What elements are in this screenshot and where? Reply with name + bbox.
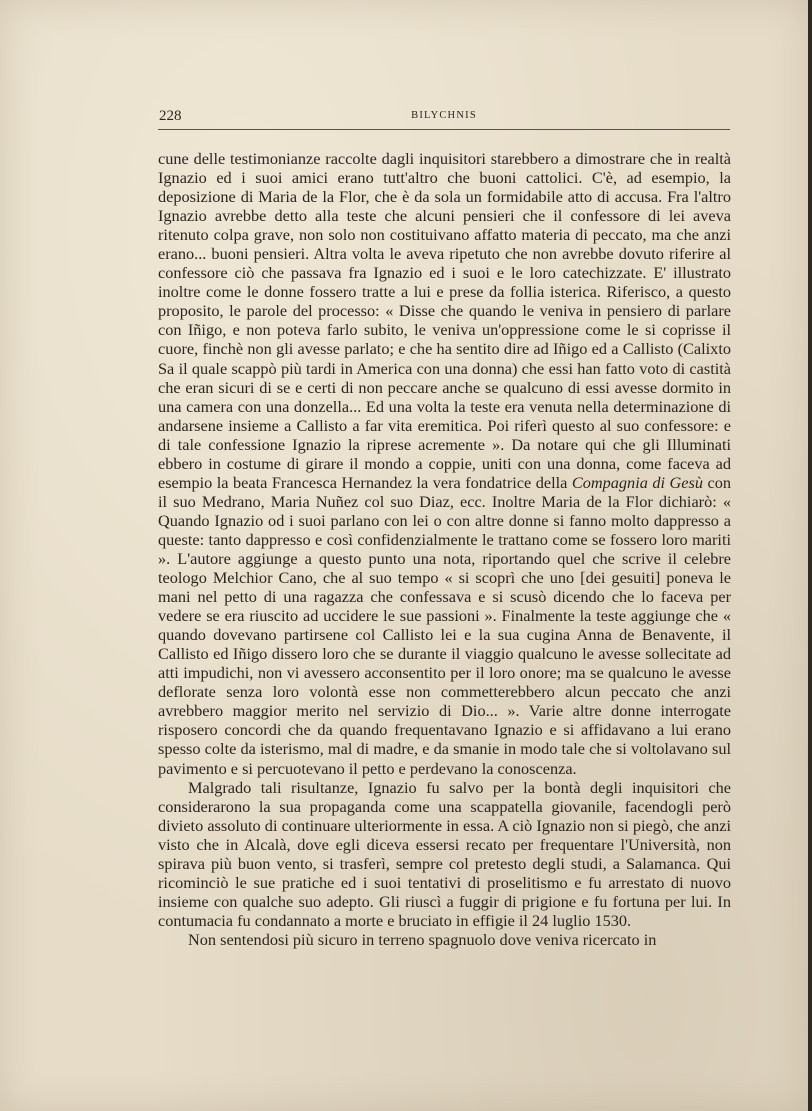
paragraph: Non sentendosi più sicuro in terreno spagnuolo dove veniva ricercato in: [188, 929, 657, 949]
page-number: 228: [159, 108, 182, 124]
page-edge: [808, 0, 812, 1111]
paragraph-text: cune delle testimonianze raccolte dagli inquisitori starebbero a dimostrare che in realtà Ignazio ed i suoi amici erano tutt'altro che buoni cattolici. C'è, ad esempio, la deposizione di Maria de la Flor, che è da sola un formidabile atto di accusa. Fra l'altro Ignazio avrebbe detto alla teste che alcuni pensieri che il confessore di lei aveva ritenuto colpa grave, non solo non costituivano affatto materia di peccato, ma che anzi erano... buoni pensieri. Altra volta le aveva ripetuto che non avrebbe dovuto riferire al confessore ciò che passava fra Ignazio ed i suoi e le loro catechizzate. E' illustrato inoltre come le donne fossero tratte a lui e prese da follia isterica. Riferisco, a questo proposito, le parole del processo: « Disse che quando le veniva in pensiero di parlare con Iñigo, e non poteva farlo subito, le veniva un'oppressione come le si coprisse il cuore, finchè non gli avesse parlato; e che ha sentito dire ad Iñigo ed a Callisto (Calixto Sa il quale scappò più tardi in America con una donna) che essi han fatto voto di castità che eran sicuri di se e certi di non peccare anche se qualcuno di essi avesse dormito in una camera con una donzella... Ed una volta la teste era venuta nella determinazione di andarsene insieme a Callisto a far vita eremitica. Poi riferì questo al suo confessore: e di tale confessione Ignazio la riprese acremente ». Da notare qui che gli Illuminati ebbero in costume di girare il mondo a coppie, uniti con una donna, come faceva ad esempio la beata Francesca Hernandez la vera fondatrice della: [158, 149, 731, 492]
paragraph: Malgrado tali risultanze, Ignazio fu salvo per la bontà degli inquisitori che considerarono la sua propaganda come una scappatella giovanile, facendogli però divieto assoluto di continuare ulteriormente in essa. A ciò Ignazio non si piegò, che anzi visto che in Alcalà, dove egli diceva essersi recato per frequentare l'Università, non spirava più buon vento, si trasferì, sempre col pretesto degli studi, a Salamanca. Qui ricominciò le sue pratiche ed i suoi tentativi di proselitismo e fu arrestato di nuovo insieme con qualche suo adepto. Gli riuscì a fuggir di prigione e fu fortuna per lui. In contumacia fu condannato a morte e bruciato in effigie il 24 luglio 1530.: [158, 777, 731, 930]
body-text: [158, 149, 731, 949]
header-rule: [158, 129, 730, 130]
page-header: [159, 108, 729, 128]
paragraph: [158, 149, 731, 778]
italic-title: Compagnia di Gesù: [571, 472, 703, 492]
running-title: BILYCHNIS: [411, 110, 477, 121]
paragraph-text: con il suo Medrano, Maria Nuñez col suo Diaz, ecc. Inoltre Maria de la Flor dichiarò: « Quando Ignazio od i suoi parlano con lei o con altre donne si fanno molto dappresso a queste: tanto dappresso e così confidenzialmente le trattano come se fossero loro mariti ». L'autore aggiunge a questo punto una nota, riportando quel che scrive il celebre teologo Melchior Cano, che al suo tempo « si scoprì che uno [dei gesuiti] poneva le mani nel petto di una ragazza che confessava e si scusò dicendo che lo faceva per vedere se era riuscito ad uccidere le sue passioni ». Finalmente la teste aggiunge che « quando dovevano partirsene col Callisto lei e la sua cugina Anna de Benavente, il Callisto ed Iñigo dissero loro che se durante il viaggio qualcuno le avesse sollecitate ad atti impudichi, non vi avessero acconsentito per il loro onore; ma se qualcuno le avesse deflorate senza loro volontà esse non commetterebbero alcun peccato che anzi avrebbero maggior merito nel servizio di Dio... ». Varie altre donne interrogate risposero concordi che da quando frequentavano Ignazio e si affidavano a lui erano spesso colte da isterismo, mal di madre, e da smanie in modo tale che si voltolavano sul pavimento e si percuotevano il petto e perdevano la conoscenza.: [158, 472, 732, 778]
